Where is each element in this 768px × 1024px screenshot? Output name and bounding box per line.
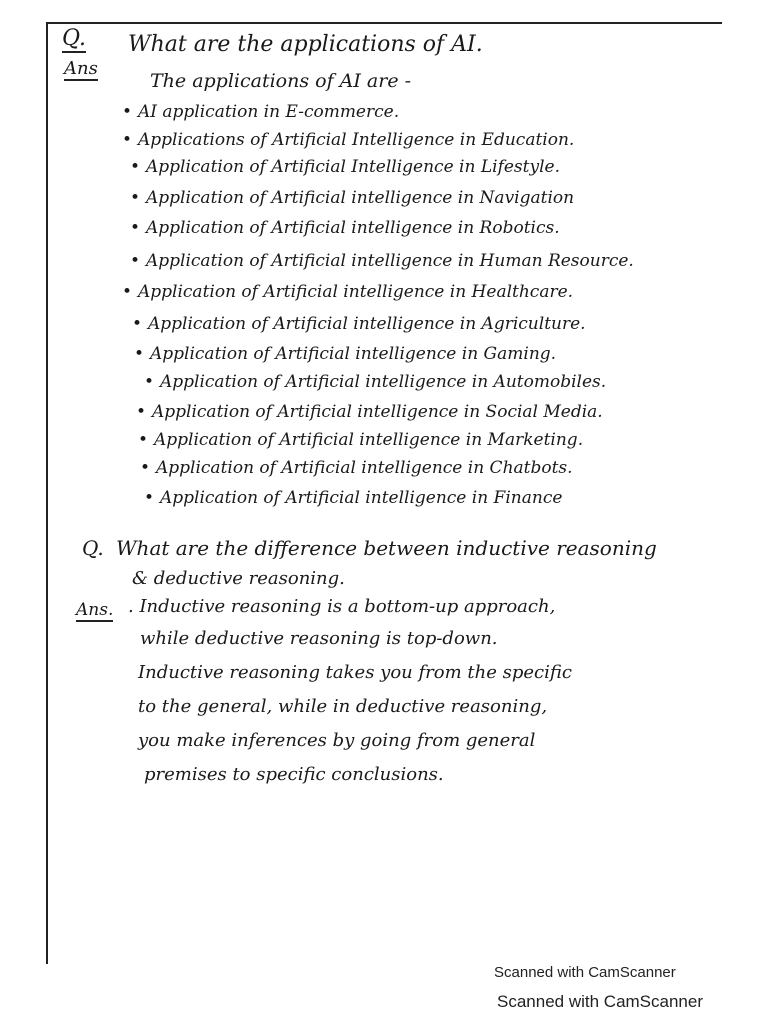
answer-line: you make inferences by going from general	[138, 730, 536, 751]
q1-label: Q.	[62, 26, 86, 51]
list-item: • Application of Artificial intelligence in Agriculture.	[148, 316, 586, 333]
scanner-watermark: Scanned with CamScanner	[494, 964, 676, 981]
list-item: • Application of Artificial intelligence in Finance	[160, 490, 562, 507]
list-item: • AI application in E-commerce.	[138, 104, 399, 121]
list-item: • Application of Artificial intelligence in Gaming.	[150, 346, 556, 363]
list-item: • Application of Artificial intelligence in Automobiles.	[160, 374, 606, 391]
scanner-watermark: Scanned with CamScanner	[497, 992, 704, 1011]
page-margin-rule	[46, 22, 48, 964]
answer-line: to the general, while in deductive reasoning,	[138, 696, 548, 717]
answer-line: . Inductive reasoning is a bottom-up approach,	[128, 596, 556, 617]
list-item: • Application of Artificial intelligence in Human Resource.	[146, 253, 634, 270]
list-item: • Application of Artificial intelligence in Healthcare.	[138, 284, 573, 301]
list-item: • Application of Artificial intelligence in Chatbots.	[156, 460, 573, 477]
q1-intro: The applications of AI are -	[150, 70, 412, 92]
q1-question: What are the applications of AI.	[128, 32, 483, 57]
q2-question-line2: & deductive reasoning.	[132, 568, 345, 589]
q1-ans-label: Ans	[64, 58, 98, 79]
list-item: • Application of Artificial Intelligence in Lifestyle.	[146, 159, 560, 176]
list-item: • Application of Artificial intelligence in Social Media.	[152, 404, 603, 421]
list-item: • Application of Artificial intelligence in Robotics.	[146, 220, 560, 237]
q2-question-line1: What are the difference between inductive reasoning	[116, 536, 657, 560]
q2-ans-label: Ans.	[76, 600, 114, 620]
answer-line: premises to specific conclusions.	[144, 764, 444, 785]
answer-line: Inductive reasoning takes you from the specific	[138, 662, 572, 683]
list-item: • Application of Artificial intelligence in Navigation	[146, 190, 574, 207]
q2-label: Q.	[82, 536, 104, 560]
page-top-rule	[46, 22, 722, 24]
list-item: • Applications of Artificial Intelligence in Education.	[138, 132, 574, 149]
answer-line: while deductive reasoning is top-down.	[140, 628, 498, 649]
list-item: • Application of Artificial intelligence in Marketing.	[154, 432, 583, 449]
